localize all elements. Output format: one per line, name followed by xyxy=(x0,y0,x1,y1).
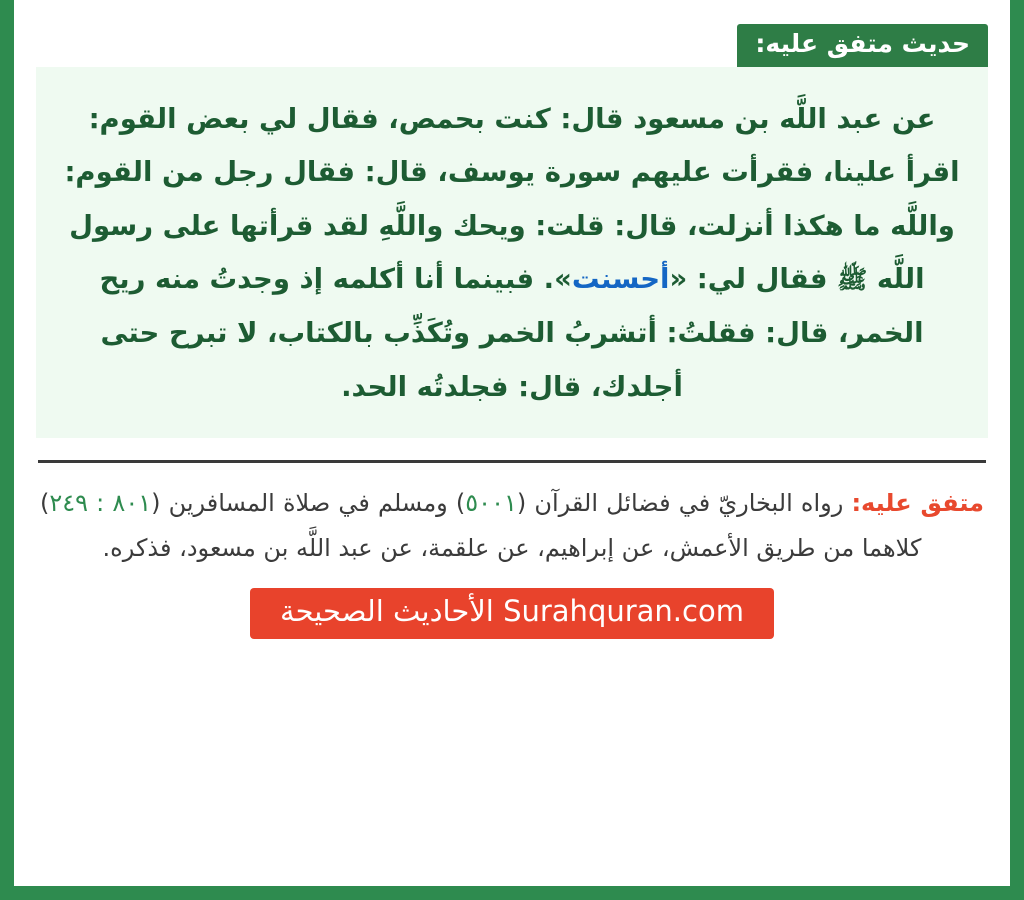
site-name: Surahquran.com xyxy=(503,594,744,629)
hadith-highlight-word: أحسنت xyxy=(571,263,670,296)
takhreej-part1: رواه البخاريّ في فضائل القرآن ( xyxy=(516,489,852,518)
takhreej-text xyxy=(40,481,984,570)
top-spacer xyxy=(32,0,992,24)
hadith-text xyxy=(62,93,962,415)
takhreej-label: متفق عليه: xyxy=(851,489,985,518)
hadith-text-part1: عن عبد اللَّه بن مسعود قال: كنت بحمص، فقال لي بعض القوم: اقرأ علينا، فقرأت عليهم سورة يوسف، قال: فقال رجل من القوم: واللَّه ما هكذا أنزلت، قال: قلت: ويحك واللَّهِ لقد قرأتها على رسول اللَّه xyxy=(64,102,960,296)
hadith-text-part2: فقال لي: « xyxy=(669,263,838,296)
section-divider xyxy=(38,460,986,463)
takhreej-part3: ) كلاهما من طريق الأعمش، عن إبراهيم، عن علقمة، عن عبد اللَّه بن مسعود، فذكره. xyxy=(40,489,922,562)
footer-area xyxy=(32,570,992,886)
hadith-body xyxy=(36,67,988,439)
site-badge[interactable] xyxy=(250,588,774,639)
hadith-type-label: حديث متفق عليه: xyxy=(737,24,988,67)
hadith-text-part3: ». فبينما أنا أكلمه إذ وجدتُ منه ريح الخمر، قال: فقلتُ: أتشربُ الخمر وتُكَذِّب بالكتاب، لا تبرح حتى أجلدك، قال: فجلدتُه الحد. xyxy=(99,263,924,403)
takhreej-part2: ) ومسلم في صلاة المسافرين ( xyxy=(151,489,466,518)
header-row xyxy=(32,24,992,67)
site-tagline: الأحاديث الصحيحة xyxy=(280,594,494,629)
takhreej-number-muslim: ٨٠١ : ٢٤٩ xyxy=(49,489,152,518)
takhreej-number-bukhari: ٥٠٠١ xyxy=(465,489,517,518)
salla-allahu-alayhi-wasallam-icon: ﷺ xyxy=(837,265,868,295)
